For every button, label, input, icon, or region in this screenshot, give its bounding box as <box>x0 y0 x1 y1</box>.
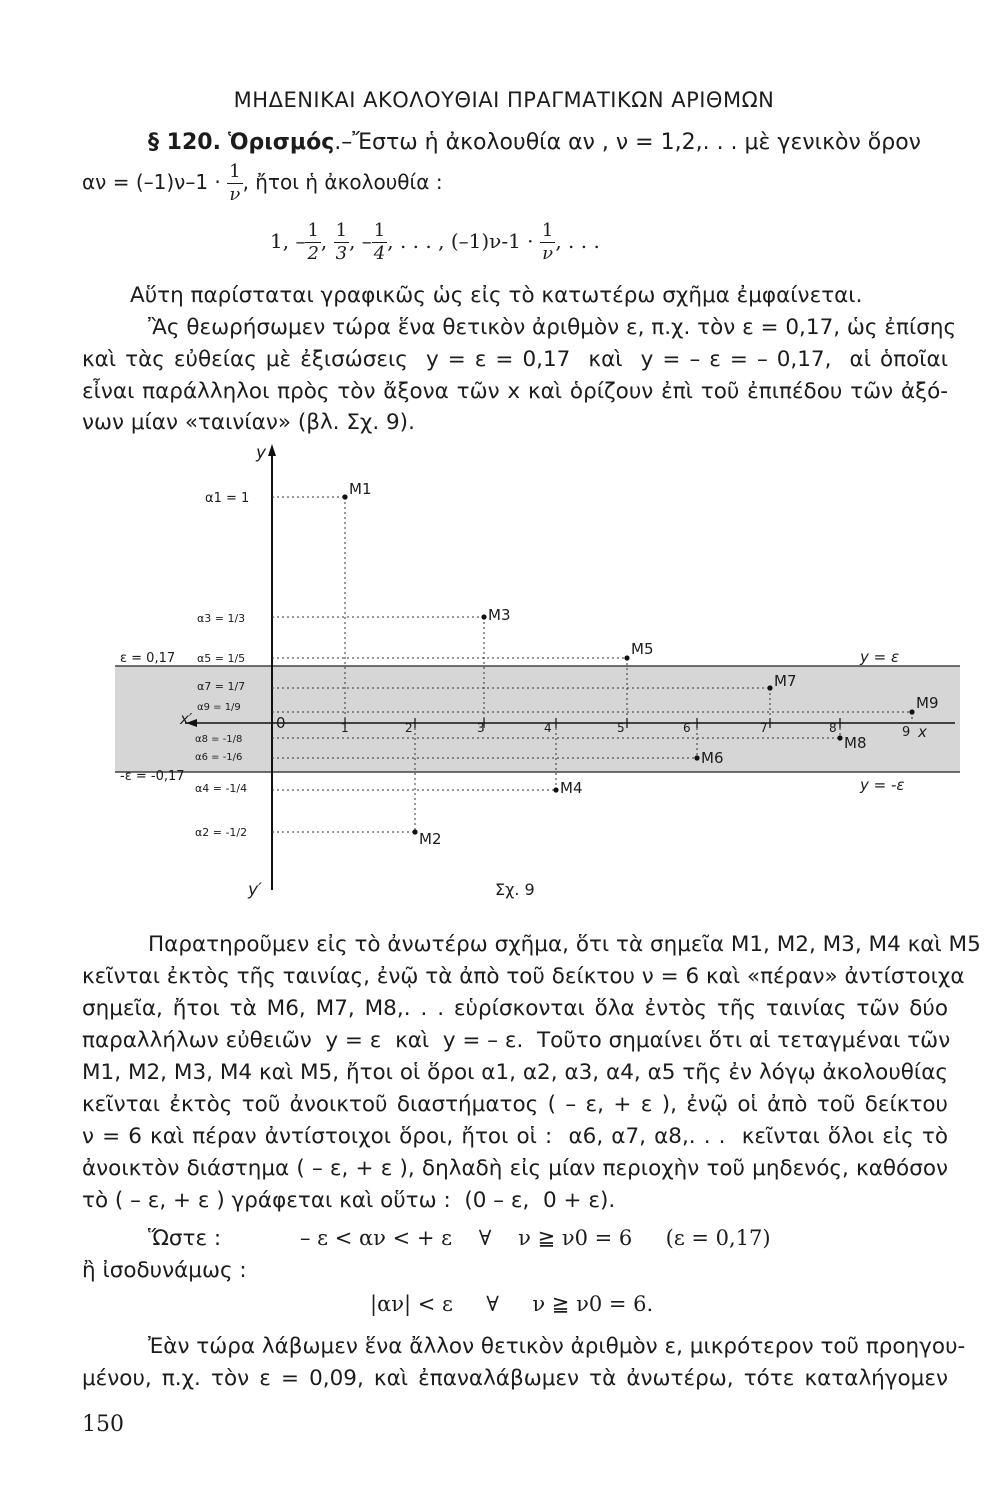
paragraph2-line5: M1, M2, M3, M4 καὶ M5, ἤτοι οἱ ὅροι α1, α2, α3, α4, α5 τῆς ἐν λόγῳ ἀκολουθίας <box>82 1060 948 1085</box>
epsilon-neg-label: -ε = -0,17 <box>120 769 185 784</box>
paragraph2-line4: παραλλήλων εὐθειῶν y = ε καὶ y = – ε. Τοῦτο σημαίνει ὅτι αἱ τεταγμέναι τῶν <box>82 1028 951 1053</box>
sequence-fraction-4: $\frac{1}{4}$ <box>373 220 386 264</box>
paragraph1-line4: εἶναι παράλληλοι πρὸς τὸν ἄξονα τῶν x καὶ ὁρίζουν ἐπὶ τοῦ ἐπιπέδου τῶν ἀξό- <box>82 379 948 404</box>
paragraph3-line1: Ἐὰν τώρα λάβωμεν ἕνα ἄλλον θετικὸν ἀριθμὸν ε, μικρότερον τοῦ προηγου- <box>148 1334 966 1359</box>
paragraph2-line6: κεῖνται ἐκτὸς τοῦ ἀνοικτοῦ διαστήματος ( – ε, + ε ), ἐνῷ οἱ ἀπὸ τοῦ δείκτου <box>82 1092 948 1117</box>
point-m3 <box>481 614 486 619</box>
label-a2: α2 = -1/2 <box>195 826 248 839</box>
point-m2-label: M2 <box>419 830 442 848</box>
point-m2 <box>412 829 417 834</box>
conclusion-label: Ὥστε : <box>148 1226 222 1251</box>
label-a7: α7 = 1/7 <box>197 680 246 693</box>
x-tick-8: 8 <box>829 721 837 735</box>
point-m1-label: M1 <box>349 480 372 498</box>
conclusion-equivalently: ἢ ἰσοδυνάμως : <box>82 1258 247 1283</box>
paragraph1-line5: νων μίαν «ταινίαν» (βλ. Σχ. 9). <box>82 410 415 435</box>
y-axis-neg-label: y′ <box>248 880 262 900</box>
point-m7-label: M7 <box>774 672 797 690</box>
x-tick-1: 1 <box>341 721 349 735</box>
paragraph2-line2: κεῖνται ἐκτὸς τῆς ταινίας, ἐνῷ τὰ ἀπὸ τοῦ δείκτου ν = 6 καὶ «πέραν» ἀντίστοιχα <box>82 964 965 989</box>
point-m4-label: M4 <box>560 779 583 797</box>
general-term-fraction <box>227 163 242 204</box>
figure-caption: Σχ. 9 <box>495 880 535 899</box>
point-m9 <box>909 709 914 714</box>
conclusion-inequality-1: – ε < αν < + ε ∀ ν ≧ ν0 = 6 (ε = 0,17) <box>300 1226 771 1250</box>
point-m8 <box>837 735 842 740</box>
label-a3: α3 = 1/3 <box>197 612 246 625</box>
conclusion-inequality-2: |αν| < ε ∀ ν ≧ ν0 = 6. <box>370 1292 654 1316</box>
general-term-tail: , ἤτοι ἡ ἀκολουθία : <box>242 170 443 194</box>
x-tick-4: 4 <box>544 721 552 735</box>
paragraph3-line2: μένου, π.χ. τὸν ε = 0,09, καὶ ἐπαναλάβωμεν τὰ ἀνωτέρω, τότε καταλήγομεν <box>82 1366 948 1391</box>
label-a8: α8 = -1/8 <box>195 734 243 745</box>
sequence-fraction-3: $\frac{1}{3}$ <box>335 220 348 264</box>
label-a1: α1 = 1 <box>205 491 250 506</box>
paragraph1-line3: καὶ τὰς εὐθείας μὲ ἐξισώσεις y = ε = 0,17 καὶ y = – ε = – 0,17, αἱ ὁποῖαι <box>82 347 948 372</box>
paragraph2-line8: ἀνοικτὸν διάστημα ( – ε, + ε ), δηλαδὴ εἰς μίαν περιοχὴν τοῦ μηδενός, καθόσον <box>82 1156 948 1181</box>
x-axis-neg-label: x′ <box>180 710 193 728</box>
section-intro: .–Ἔστω ἡ ἀκολουθία αν , ν = 1,2,. . . μὲ γενικὸν ὅρον <box>334 130 921 155</box>
epsilon-pos-label: ε = 0,17 <box>120 651 176 666</box>
label-a5: α5 = 1/5 <box>197 652 246 665</box>
paragraph2-line9: τὸ ( – ε, + ε ) γράφεται καὶ οὕτω : (0 – ε, 0 + ε). <box>82 1188 616 1213</box>
point-m5-label: M5 <box>631 640 654 658</box>
fraction-denominator: ν <box>229 184 241 205</box>
point-m7 <box>767 685 772 690</box>
label-a9: α9 = 1/9 <box>197 702 241 713</box>
x-tick-5: 5 <box>617 721 625 735</box>
x-tick-6: 6 <box>683 721 691 735</box>
sequence-fraction-2: $\frac{1}{2}$ <box>307 220 319 264</box>
section-number: § 120. <box>148 130 221 155</box>
point-m8-label: M8 <box>844 734 867 752</box>
paragraph1-line1: Αὕτη παρίσταται γραφικῶς ὡς εἰς τὸ κατωτέρω σχῆμα ἐμφαίνεται. <box>130 283 863 308</box>
paragraph2-line3: σημεῖα, ἤτοι τὰ M6, M7, M8,. . . εὑρίσκονται ὅλα ἐντὸς τῆς ταινίας τῶν δύο <box>82 996 948 1021</box>
x-axis-label: x <box>918 723 927 741</box>
general-term-formula <box>82 163 1008 204</box>
point-m6-label: M6 <box>701 749 724 767</box>
figure-9 <box>0 440 1008 900</box>
page-number: 150 <box>82 1412 124 1437</box>
point-m6 <box>694 755 699 760</box>
x-tick-2: 2 <box>405 721 413 735</box>
paragraph2-line7: ν = 6 καὶ πέραν ἀντίστοιχοι ὅροι, ἤτοι οἱ : α6, α7, α8,. . . κεῖνται ὅλοι εἰς τὸ <box>82 1124 948 1149</box>
y-axis-arrow <box>268 444 276 456</box>
fraction-numerator: 1 <box>229 161 241 182</box>
section-name: Ὁρισμός <box>227 130 335 155</box>
sequence-formula: 1, – $\frac{1}{2}$ , $\frac{1}{3}$ , – $\frac{1}{4}$ , . . . , (–1)ν-1 · $\frac{1}{\nu}$ , . . . <box>270 220 600 264</box>
paragraph1-line2: Ἂς θεωρήσωμεν τώρα ἕνα θετικὸν ἀριθμὸν ε, π.χ. τὸν ε = 0,17, ὡς ἐπίσης <box>148 315 957 340</box>
x-tick-9: 9 <box>902 725 911 740</box>
point-m4 <box>553 787 558 792</box>
dotted-guides <box>272 497 912 832</box>
running-header: ΜΗΔΕΝΙΚΑΙ ΑΚΟΛΟΥΘΙΑΙ ΠΡΑΓΜΑΤΙΚΩΝ ΑΡΙΘΜΩΝ <box>233 88 775 112</box>
point-m1 <box>342 494 347 499</box>
y-axis-label: y <box>256 443 267 463</box>
label-a6: α6 = -1/6 <box>195 752 243 763</box>
general-term-lhs: αν = (–1)ν–1 · <box>82 170 221 194</box>
x-tick-7: 7 <box>760 721 768 735</box>
x-tick-3: 3 <box>477 721 485 735</box>
point-m9-label: M9 <box>916 694 939 712</box>
point-m3-label: M3 <box>488 606 511 624</box>
section-heading <box>148 130 1008 155</box>
label-a4: α4 = -1/4 <box>195 782 248 795</box>
paragraph2-line1: Παρατηροῦμεν εἰς τὸ ἀνωτέρω σχῆμα, ὅτι τὰ σημεῖα M1, M2, M3, M4 καὶ M5 <box>148 932 981 957</box>
line-y-eps-label: y = ε <box>860 648 900 666</box>
origin-label: 0 <box>276 714 286 732</box>
line-y-neg-eps-label: y = -ε <box>860 776 905 794</box>
sequence-fraction-nu: $\frac{1}{\nu}$ <box>541 220 554 264</box>
sequence-first-term: 1, – <box>270 229 306 253</box>
point-m5 <box>624 655 629 660</box>
